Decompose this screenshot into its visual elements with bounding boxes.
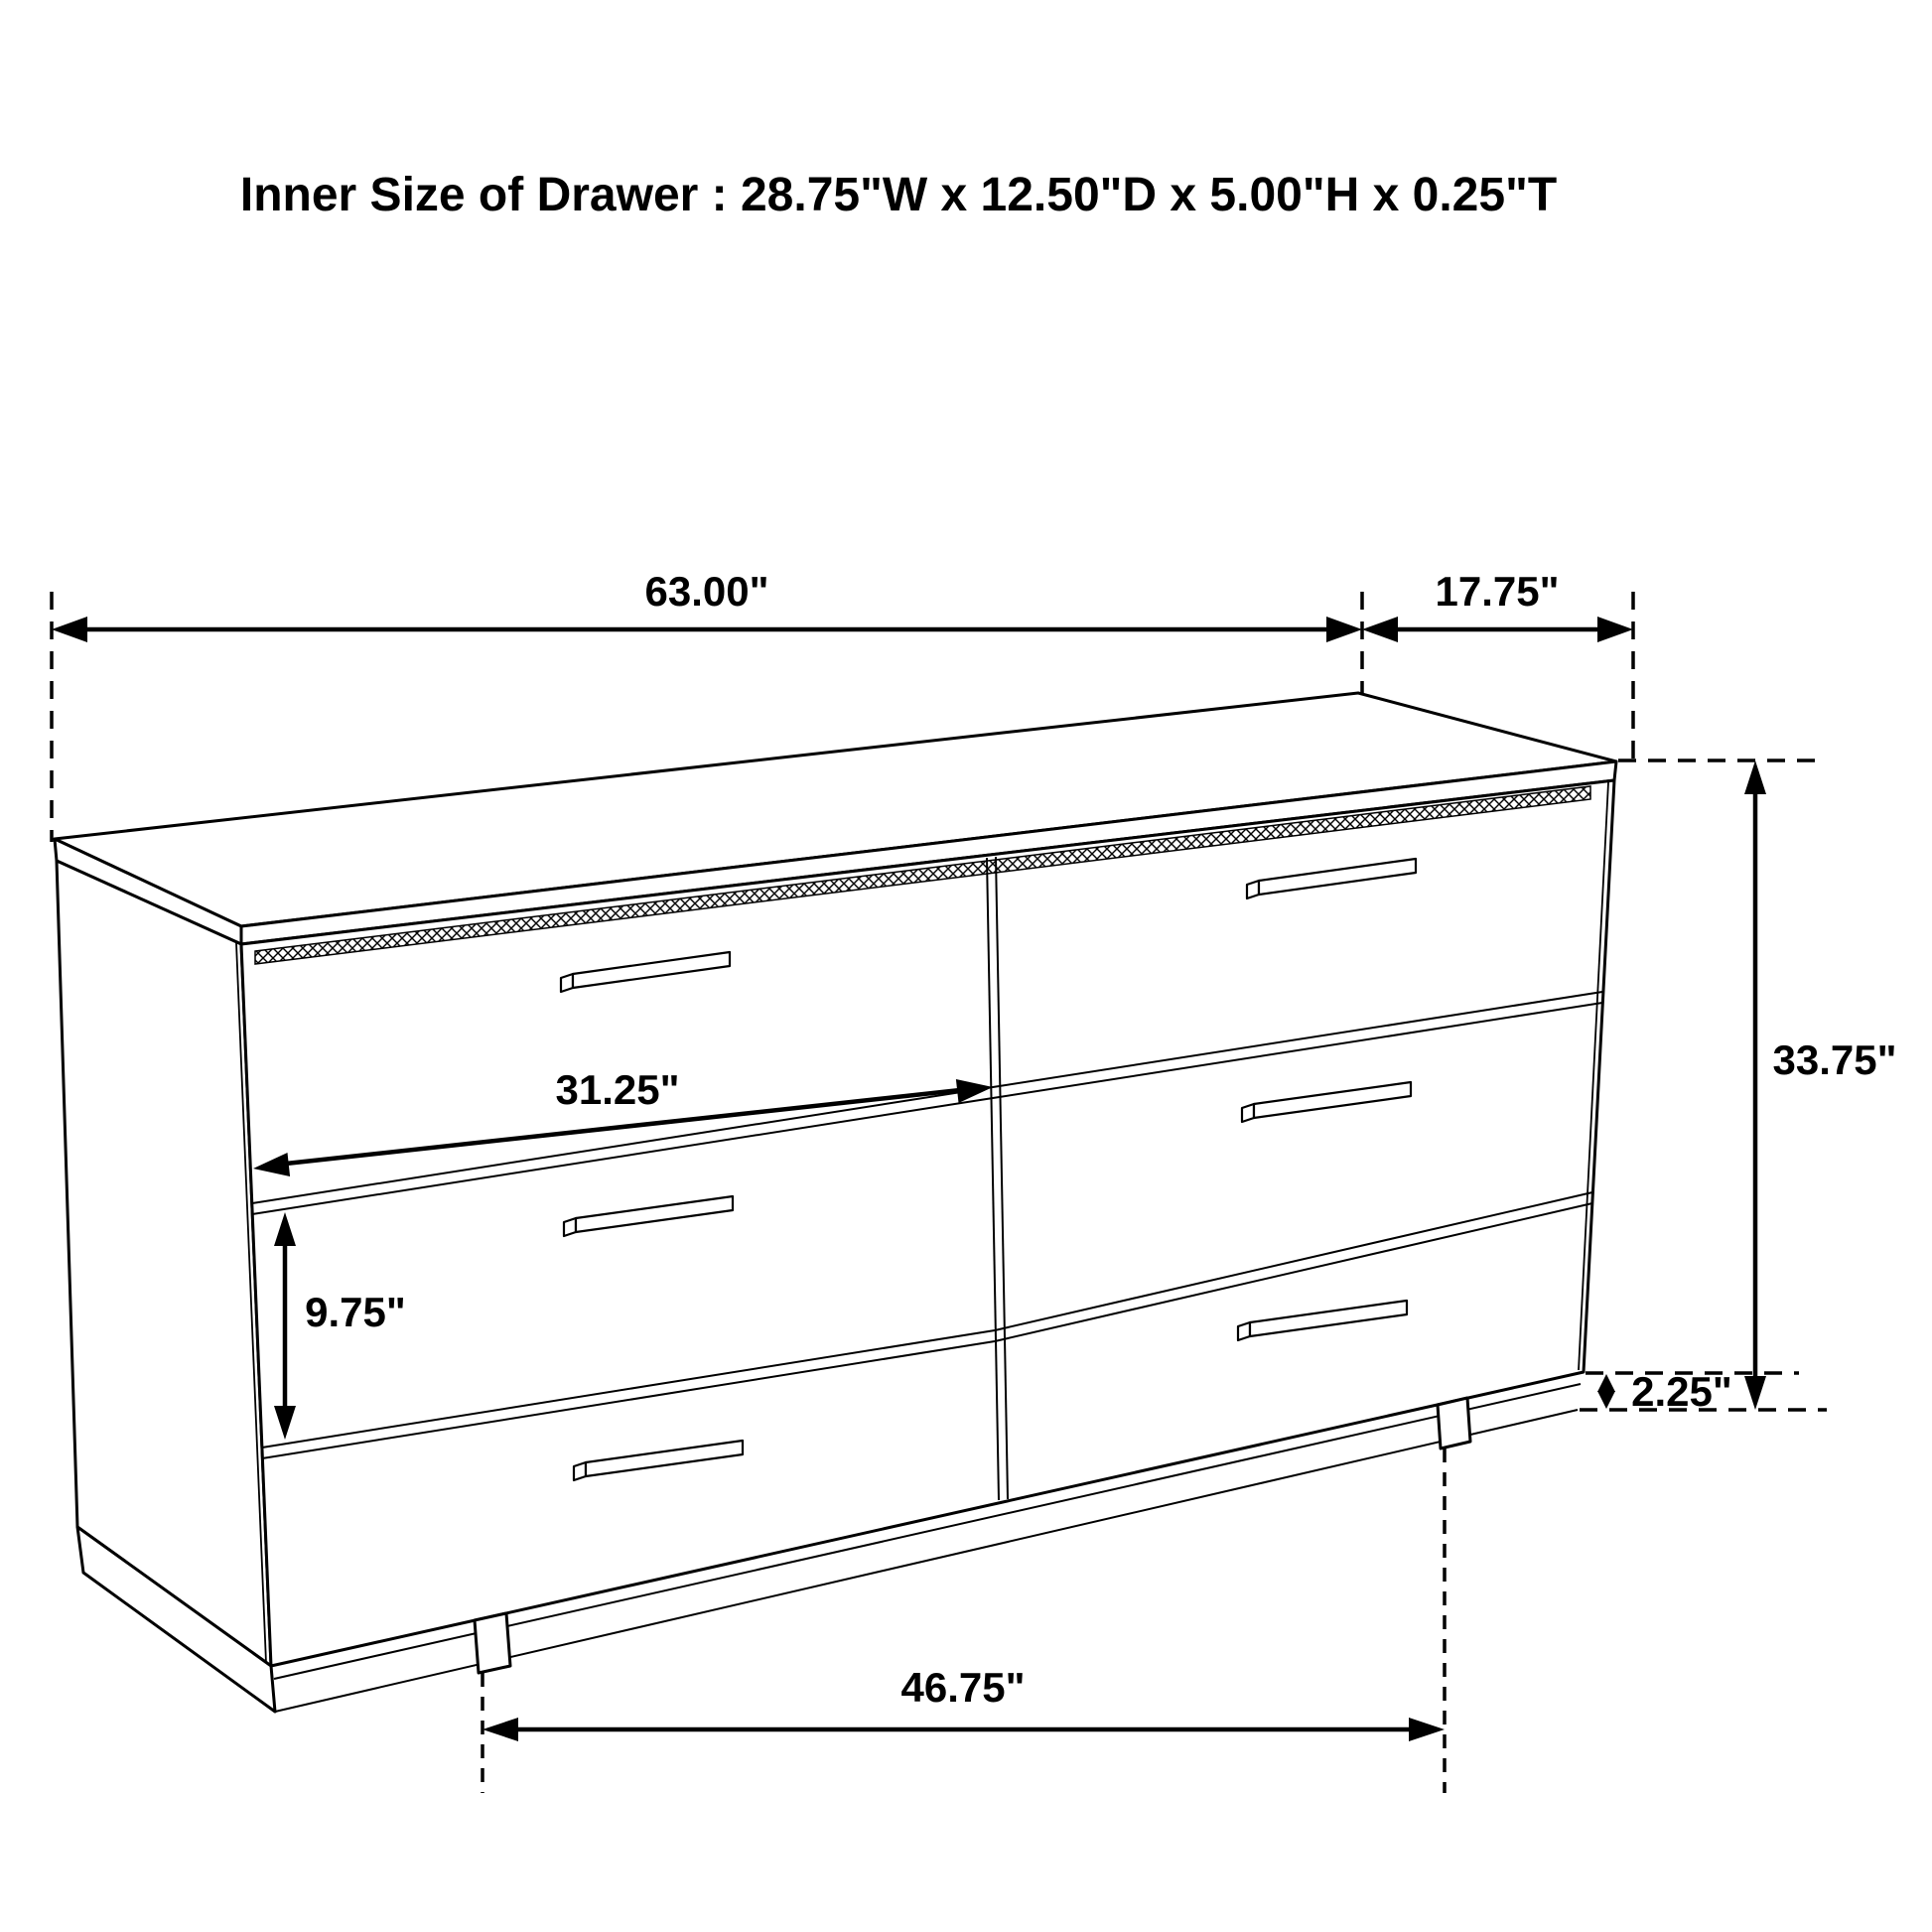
depth-label: 17.75"	[1435, 568, 1560, 615]
front-left-leg	[475, 1613, 510, 1673]
drawer-width-label: 31.25"	[555, 1066, 680, 1113]
leg-span-label: 46.75"	[900, 1664, 1026, 1711]
drawer-height-label: 9.75"	[305, 1289, 406, 1335]
diagram-title: Inner Size of Drawer : 28.75"W x 12.50"D x 5.00"H x 0.25"T	[239, 169, 1558, 221]
front-right-leg	[1438, 1398, 1470, 1449]
overall-height-label: 33.75"	[1772, 1036, 1897, 1083]
base-height-label: 2.25"	[1631, 1368, 1732, 1415]
overall-width-label: 63.00"	[644, 568, 769, 615]
